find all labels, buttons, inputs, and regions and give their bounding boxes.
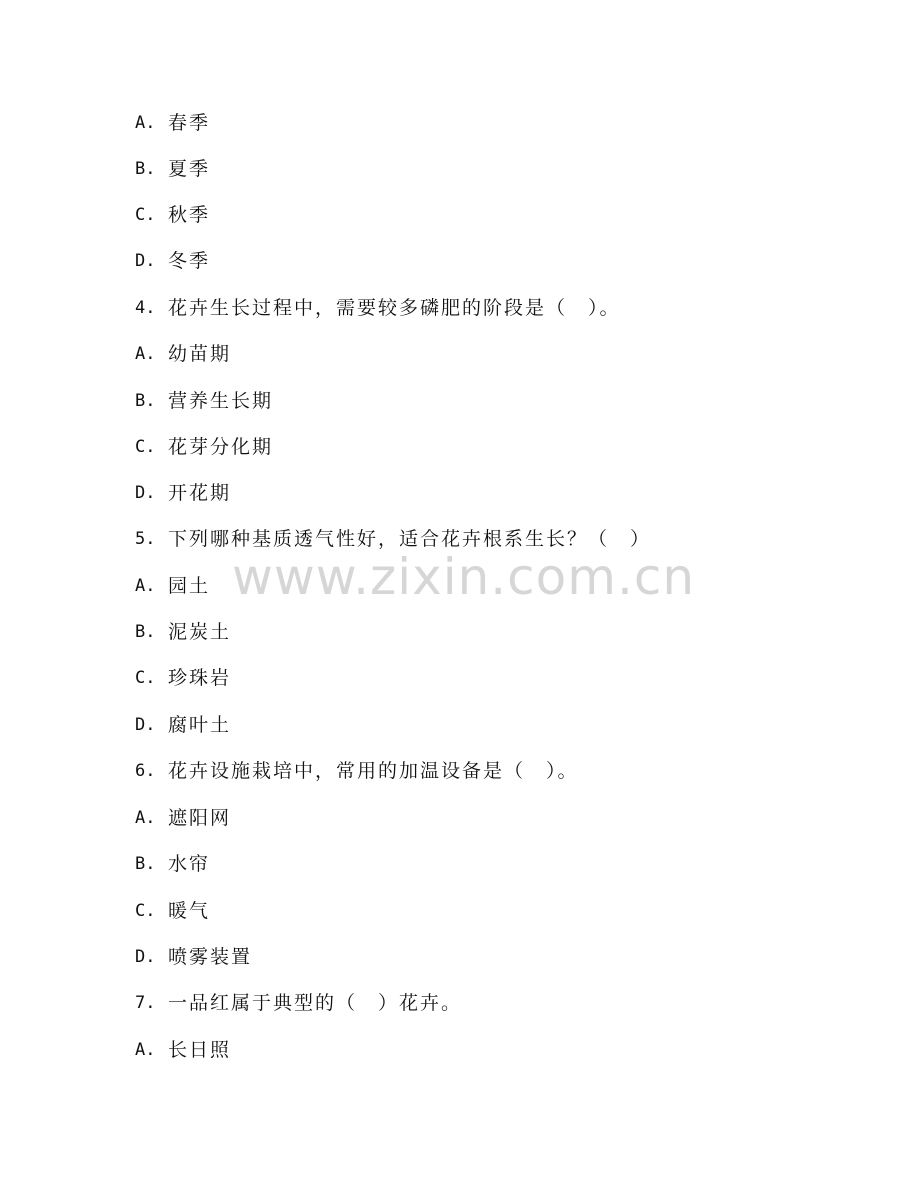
option-d-line — [135, 478, 231, 508]
option-text: 长日照 — [168, 1039, 232, 1061]
option-text: 园土 — [168, 575, 211, 597]
option-label: A. — [135, 113, 156, 133]
question-4 — [135, 293, 621, 323]
option-label: A. — [135, 344, 156, 364]
option-text: 暖气 — [168, 900, 211, 922]
option-b-line — [135, 154, 210, 184]
option-text: 遮阳网 — [168, 807, 232, 829]
option-d-line — [135, 246, 210, 276]
option-d-line — [135, 942, 252, 972]
option-label: D. — [135, 483, 156, 503]
option-text: 春季 — [168, 112, 211, 134]
question-number: 6. — [135, 761, 156, 781]
question-number: 5. — [135, 529, 156, 549]
option-text: 水帘 — [168, 853, 211, 875]
question-number: 7. — [135, 993, 156, 1013]
option-text: 开花期 — [168, 482, 232, 504]
option-label: D. — [135, 251, 156, 271]
option-text: 营养生长期 — [168, 390, 274, 412]
option-label: B. — [135, 159, 156, 179]
option-b-line — [135, 386, 273, 416]
question-7 — [135, 988, 462, 1018]
option-text: 珍珠岩 — [168, 667, 232, 689]
option-label: C. — [135, 901, 156, 921]
option-label: A. — [135, 1040, 156, 1060]
option-text: 冬季 — [168, 250, 211, 272]
option-label: B. — [135, 622, 156, 642]
option-label: A. — [135, 808, 156, 828]
option-label: D. — [135, 715, 156, 735]
question-text: 花卉生长过程中，需要较多磷肥的阶段是（ ）。 — [168, 297, 621, 319]
option-label: C. — [135, 668, 156, 688]
option-label: C. — [135, 437, 156, 457]
option-a-line — [135, 571, 210, 601]
option-text: 花芽分化期 — [168, 436, 274, 458]
option-text: 喷雾装置 — [168, 946, 253, 968]
option-label: C. — [135, 205, 156, 225]
option-d-line — [135, 710, 231, 740]
option-b-line — [135, 617, 231, 647]
option-label: D. — [135, 947, 156, 967]
option-label: B. — [135, 854, 156, 874]
question-text: 一品红属于典型的（ ）花卉。 — [168, 992, 463, 1014]
option-c-line — [135, 432, 273, 462]
option-c-line — [135, 200, 210, 230]
question-6 — [135, 756, 579, 786]
option-b-line — [135, 849, 210, 879]
option-label: A. — [135, 576, 156, 596]
option-label: B. — [135, 391, 156, 411]
option-text: 夏季 — [168, 158, 211, 180]
watermark: www.zixin.com.cn — [232, 548, 696, 606]
question-5 — [135, 524, 651, 554]
option-text: 泥炭土 — [168, 621, 232, 643]
option-a-line — [135, 339, 231, 369]
option-a-line — [135, 108, 210, 138]
option-a-line — [135, 1035, 231, 1065]
question-number: 4. — [135, 298, 156, 318]
option-c-line — [135, 663, 231, 693]
option-text: 秋季 — [168, 204, 211, 226]
option-text: 幼苗期 — [168, 343, 232, 365]
option-a-line — [135, 803, 231, 833]
question-text: 花卉设施栽培中，常用的加温设备是（ ）。 — [168, 760, 579, 782]
option-text: 腐叶土 — [168, 714, 232, 736]
question-text: 下列哪种基质透气性好，适合花卉根系生长？（ ） — [168, 528, 652, 550]
option-c-line — [135, 896, 210, 926]
